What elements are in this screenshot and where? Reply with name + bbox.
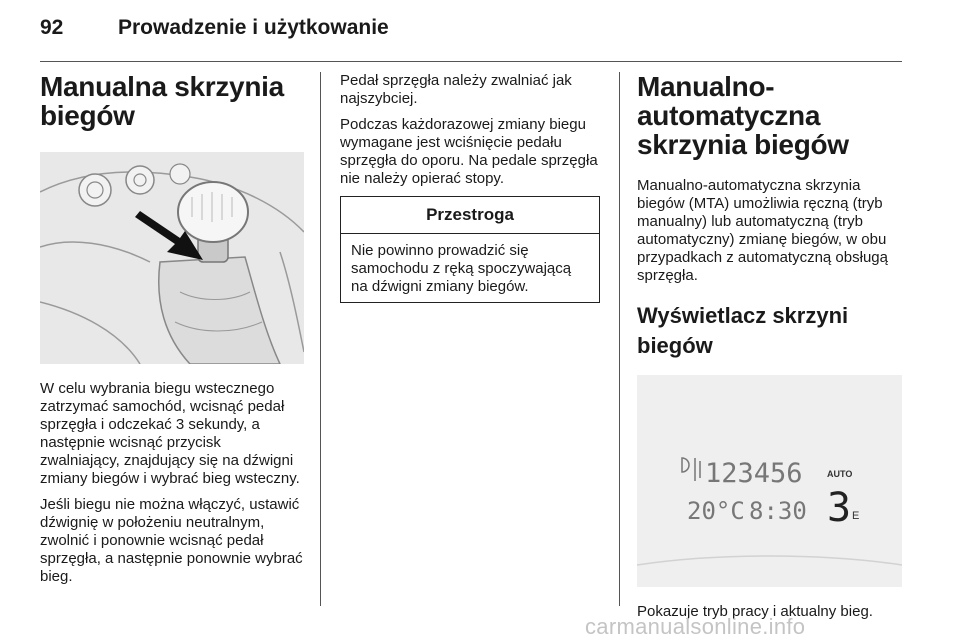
gear-suffix: E [852, 510, 860, 522]
gear-shifter-drawing [40, 152, 304, 364]
column-2 [340, 72, 602, 303]
running-title: Prowadzenie i użytkowanie [118, 16, 389, 39]
gear-shifter-illustration [40, 152, 304, 364]
display-caption: Pokazuje tryb pracy i aktualny bieg. [637, 603, 873, 620]
page-number: 92 [40, 16, 64, 39]
clock-readout: 8:30 [749, 497, 807, 525]
page-header [40, 16, 902, 46]
paragraph-clutch-press: Podczas każdorazowej zmiany biegu wymagane jest wciśnięcie pedału sprzęgła do oporu. Na pedale sprzęgła nie należy opierać stopy. [340, 116, 598, 187]
gear-indicator: 3 [827, 485, 852, 531]
lcd-display-drawing [637, 375, 902, 587]
caution-box [340, 196, 600, 303]
paragraph-clutch-release: Pedał sprzęgła należy zwalniać jak najszybciej. [340, 72, 572, 107]
paragraph-reverse-gear: W celu wybrania biegu wstecznego zatrzymać samochód, wcisnąć pedał sprzęgła i odczekać 3 sekundy, a następnie wcisnąć przycisk zwalniający, znajdujący się na dźwigni zmiany biegów i wybrać bieg wsteczny. [40, 380, 300, 487]
section-title-mta: Manualno-automatyczna skrzynia biegów [637, 71, 849, 160]
transmission-display-illustration [637, 375, 902, 587]
temperature-readout: 20°C [687, 497, 745, 525]
section-title-manual: Manualna skrzynia biegów [40, 71, 284, 131]
caution-text: Nie powinno prowadzić się samochodu z ręką spoczywającą na dźwigni zmiany biegów. [351, 242, 572, 295]
subsection-title-display: Wyświetlacz skrzyni biegów [637, 303, 849, 358]
mode-indicator: AUTO [827, 469, 853, 479]
column-3 [637, 72, 902, 629]
column-divider-2 [619, 72, 620, 606]
odometer-readout: 123456 [705, 458, 803, 489]
watermark: carmanualsonline.info [585, 614, 806, 639]
header-divider [40, 61, 902, 62]
column-divider-1 [320, 72, 321, 606]
column-1 [40, 72, 304, 594]
caution-title: Przestroga [341, 197, 599, 234]
paragraph-mta-intro: Manualno-automatyczna skrzynia biegów (MTA) umożliwia ręczną (tryb manualny) lub automatyczną (tryb automatyczny) zmianę biegów, w obu przypadkach z automatyczną obsługą sprzęgła. [637, 177, 888, 284]
paragraph-gear-not-engaged: Jeśli biegu nie można włączyć, ustawić dźwignię w położeniu neutralnym, zwolnić i ponownie wcisnąć pedał sprzęgła, a następnie ponownie wybrać bieg. [40, 496, 303, 585]
